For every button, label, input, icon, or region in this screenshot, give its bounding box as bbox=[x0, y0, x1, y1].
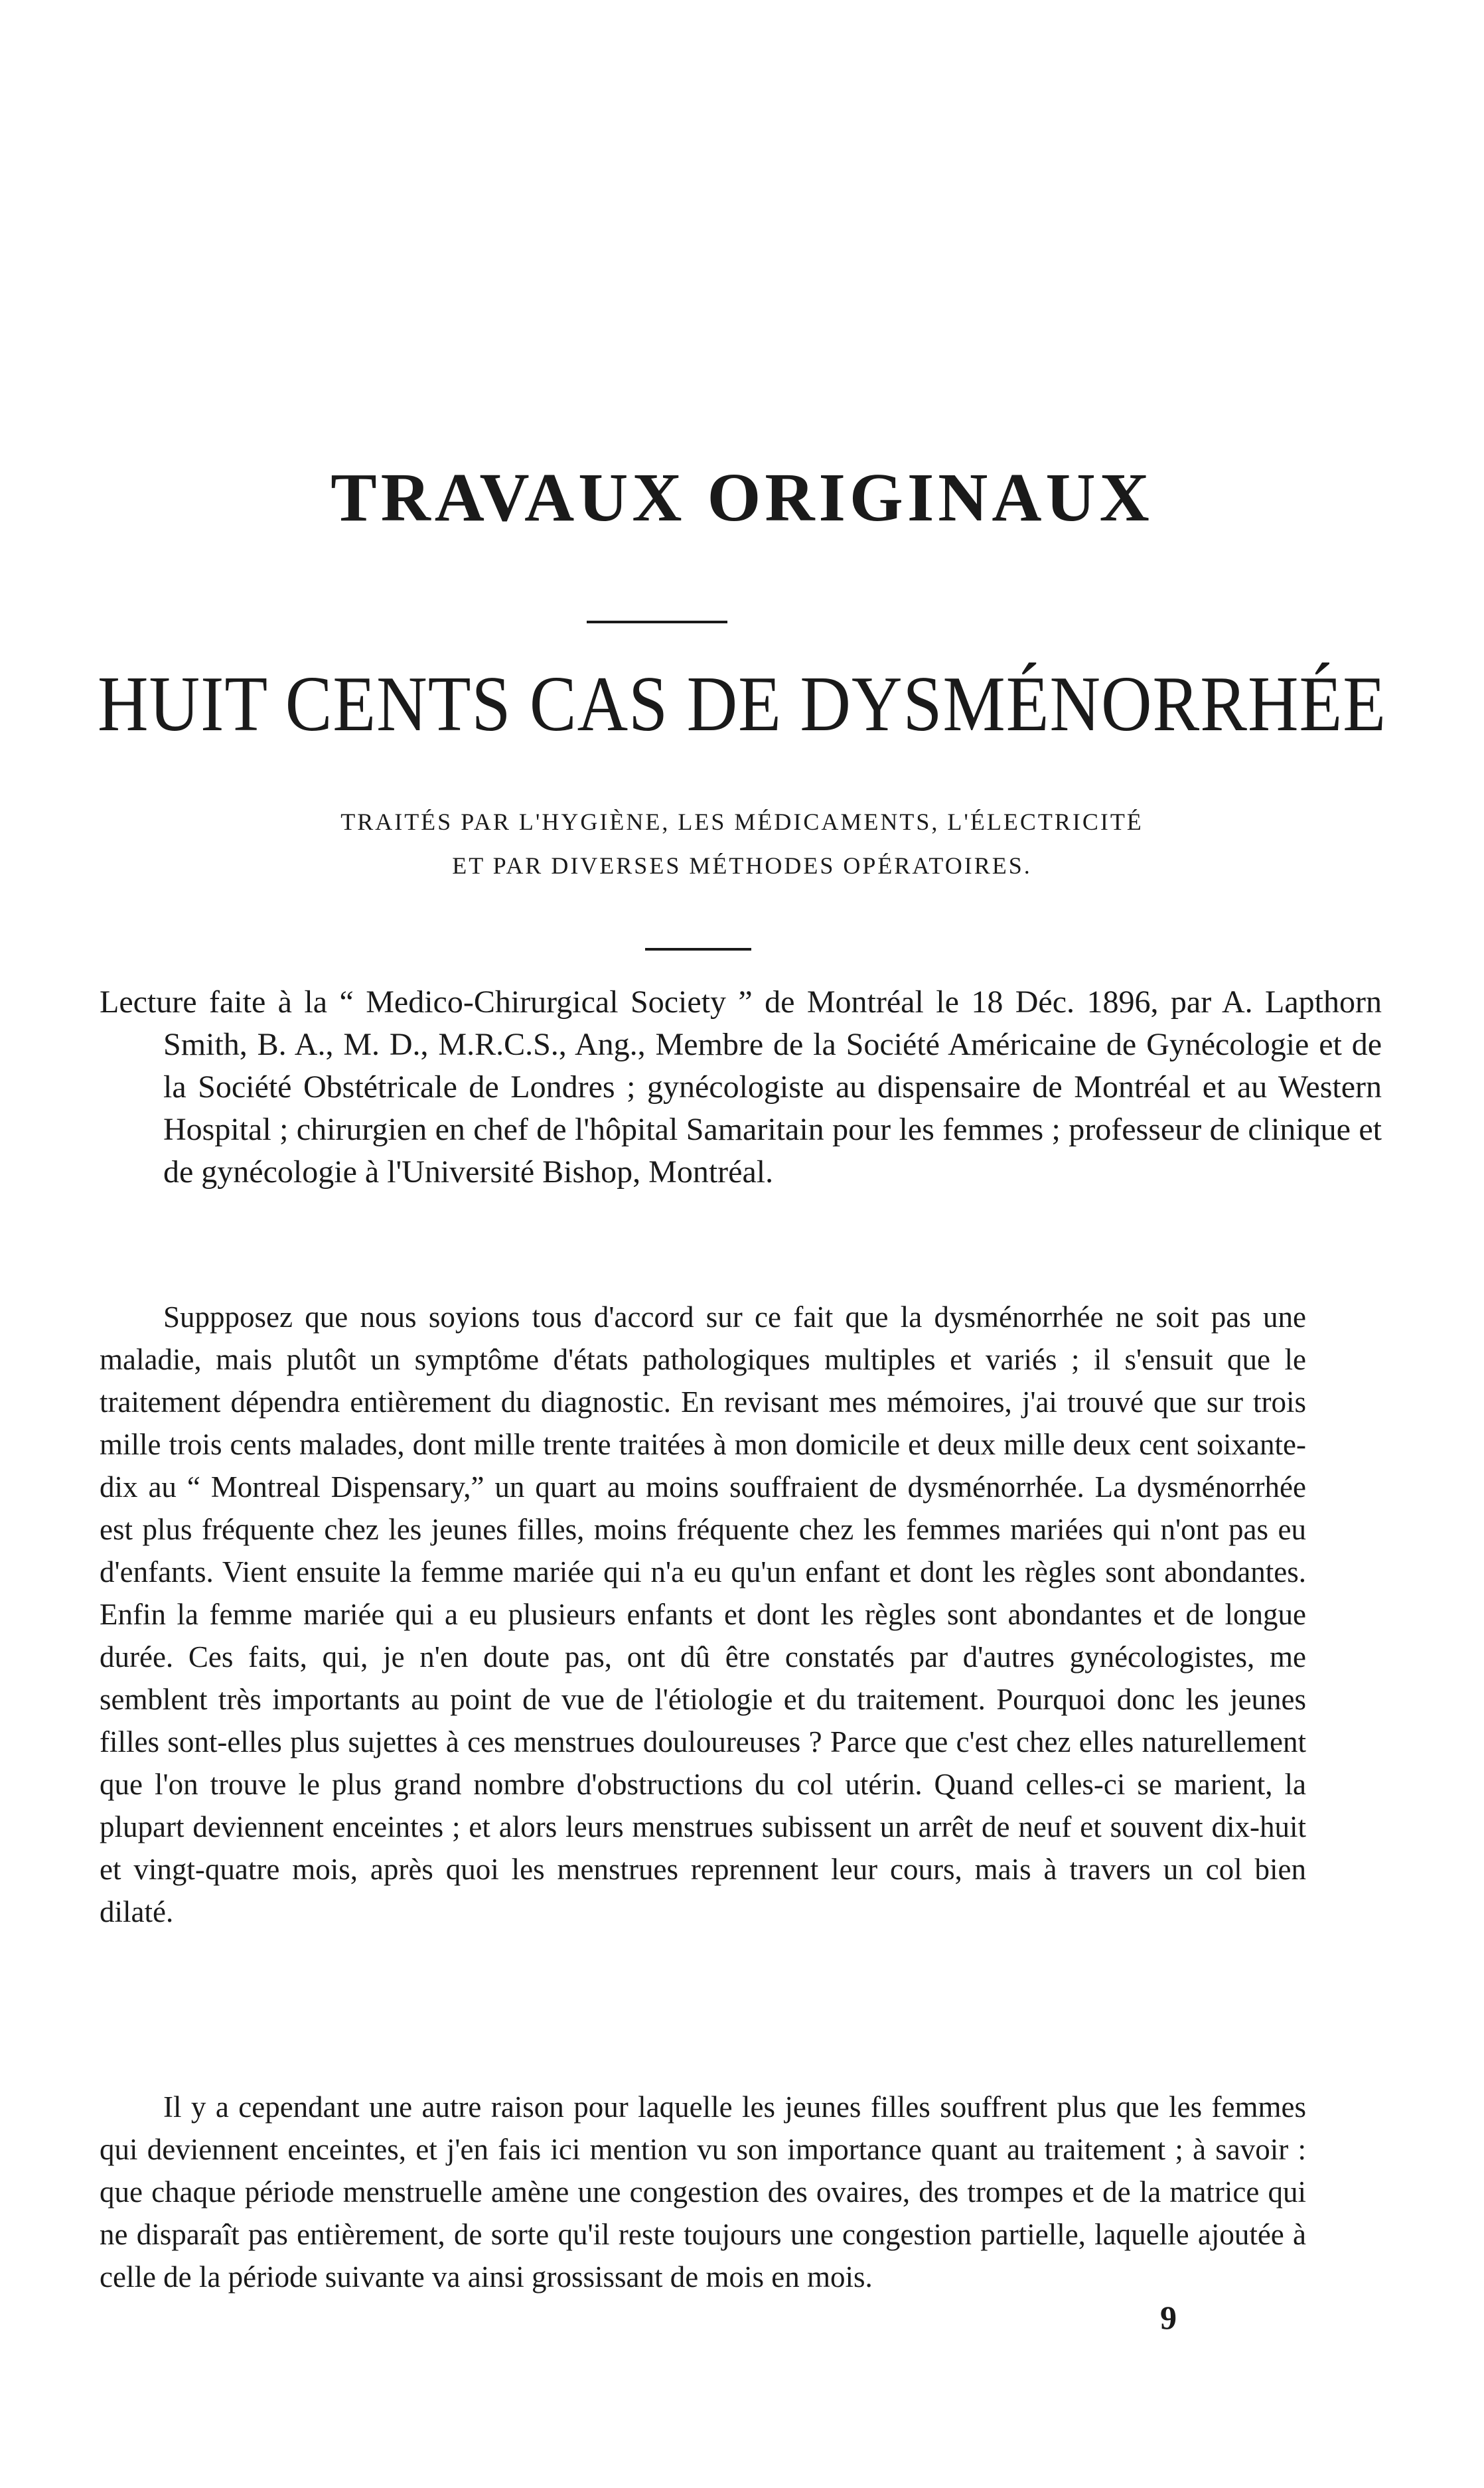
article-subtitle bbox=[0, 800, 1484, 888]
page-number: 9 bbox=[1160, 2299, 1177, 2336]
body-paragraph: Il y a cependant une autre raison pour laquelle les jeunes filles souffrent plus que les femmes qui deviennent enceintes, et j'en fais ici mention vu son importance quant au traitement ; à savoir : que chaque période menstruelle amène une congestion des ovaires, des trompes et de la matrice qui ne disparaît pas entièrement, de sorte qu'il reste toujours une congestion partielle, laquelle ajoutée à celle de la période suivante va ainsi grossissant de mois en mois. bbox=[100, 2090, 1306, 2294]
title-divider bbox=[587, 621, 727, 623]
subtitle-divider bbox=[645, 948, 751, 951]
subtitle-line: ET PAR DIVERSES MÉTHODES OPÉRATOIRES. bbox=[452, 852, 1032, 879]
lecture-note: Lecture faite à la “ Medico-Chirurgical Society ” de Montréal le 18 Déc. 1896, par A. Lapthorn Smith, B. A., M. D., M.R.C.S., Ang., Membre de la Société Américaine de Gynécologie et de la Société Obstétricale de Londres ; gynécologiste au dispensaire de Montréal et au Western Hospital ; chirurgien en chef de l'hôpital Samaritain pour les femmes ; professeur de clinique et de gynécologie à l'Université Bishop, Montréal. bbox=[100, 984, 1382, 1190]
subtitle-line: TRAITÉS PAR L'HYGIÈNE, LES MÉDICAMENTS, L'ÉLECTRICITÉ bbox=[340, 809, 1144, 835]
body-paragraph: Suppposez que nous soyions tous d'accord sur ce fait que la dysménorrhée ne soit pas une maladie, mais plutôt un symptôme d'états pathologiques multiples et variés ; il s'ensuit que le traitement dépendra entièrement du diagnostic. En revisant mes mémoires, j'ai trouvé que sur trois mille trois cents malades, dont mille trente traitées à mon domicile et deux mille deux cent soixante-dix au “ Montreal Dispensary,” un quart au moins souffraient de dysménorrhée. La dysménorrhée est plus fréquente chez les jeunes filles, moins fréquente chez les femmes mariées qui n'ont pas eu d'enfants. Vient ensuite la femme mariée qui n'a eu qu'un enfant et dont les règles sont abondantes. Enfin la femme mariée qui a eu plusieurs enfants et dont les règles sont abondantes et de longue durée. Ces faits, qui, je n'en doute pas, ont dû être constatés par d'autres gynécologistes, me semblent très importants au point de vue de l'étiologie et du traitement. Pourquoi donc les jeunes filles sont-elles plus sujettes à ces menstrues douloureuses ? Parce que c'est chez elles naturellement que l'on trouve le plus grand nombre d'obstructions du col utérin. Quand celles-ci se marient, la plupart deviennent enceintes ; et alors leurs menstrues subissent un arrêt de neuf et souvent dix-huit et vingt-quatre mois, après quoi les menstrues reprennent leur cours, mais à travers un col bien dilaté. bbox=[100, 1300, 1306, 1928]
article-title: HUIT CENTS CAS DE DYSMÉNORRHÉE bbox=[97, 660, 1387, 747]
section-title: TRAVAUX ORIGINAUX bbox=[331, 459, 1153, 536]
